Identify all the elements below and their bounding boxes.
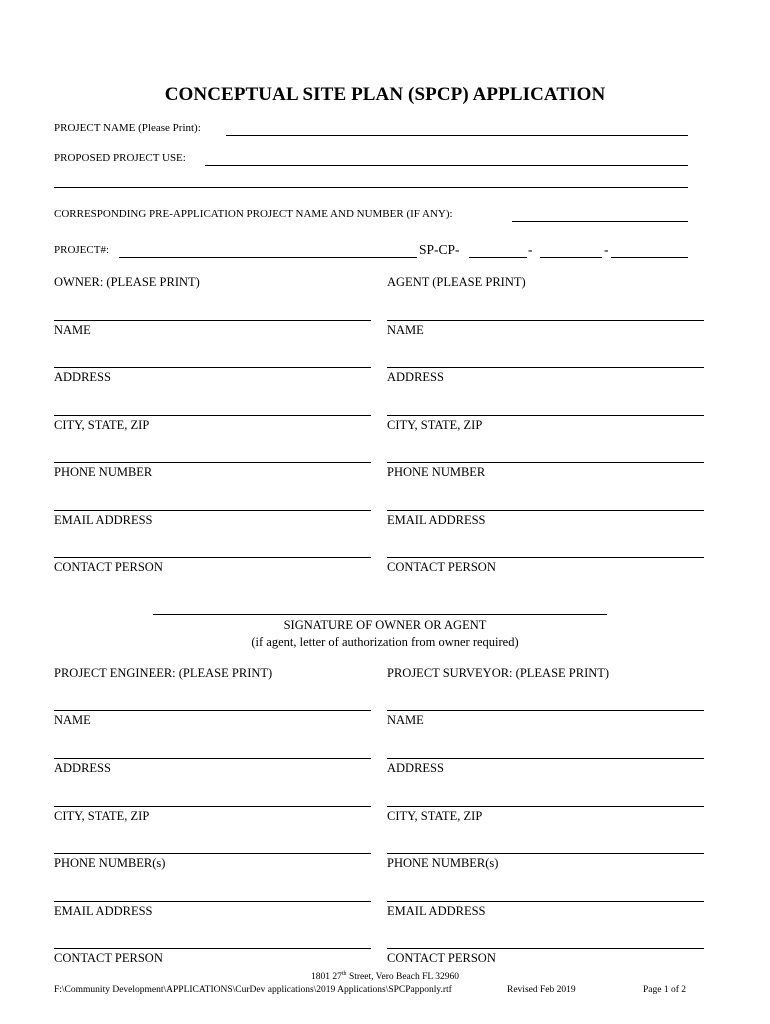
footer-address-pre: 1801 27 [311, 972, 342, 983]
signature-note: (if agent, letter of authorization from owner required) [251, 635, 519, 649]
owner-name-label: NAME [54, 323, 91, 337]
signature-label: SIGNATURE OF OWNER OR AGENT [283, 618, 487, 632]
agent-name-label: NAME [387, 323, 424, 337]
owner-heading: OWNER: (PLEASE PRINT) [54, 275, 200, 289]
engineer-city-label: CITY, STATE, ZIP [54, 809, 150, 823]
owner-email-label: EMAIL ADDRESS [54, 513, 153, 527]
surveyor-contact-field[interactable] [387, 948, 704, 949]
sp-cp-prefix: SP-CP- [419, 242, 460, 257]
surveyor-email-label: EMAIL ADDRESS [387, 904, 486, 918]
engineer-email-field[interactable] [54, 901, 371, 902]
engineer-name-field[interactable] [54, 710, 371, 711]
agent-phone-field[interactable] [387, 462, 704, 463]
signature-field[interactable] [153, 614, 607, 615]
surveyor-name-field[interactable] [387, 710, 704, 711]
surveyor-phone-field[interactable] [387, 853, 704, 854]
owner-address-label: ADDRESS [54, 370, 111, 384]
engineer-phone-field[interactable] [54, 853, 371, 854]
proposed-use-field-line2[interactable] [54, 187, 688, 188]
agent-address-field[interactable] [387, 367, 704, 368]
engineer-address-field[interactable] [54, 758, 371, 759]
footer-address [0, 971, 770, 982]
owner-phone-field[interactable] [54, 462, 371, 463]
agent-name-field[interactable] [387, 320, 704, 321]
owner-phone-label: PHONE NUMBER [54, 465, 153, 479]
owner-contact-field[interactable] [54, 557, 371, 558]
owner-address-field[interactable] [54, 367, 371, 368]
agent-email-field[interactable] [387, 510, 704, 511]
project-name-field[interactable] [226, 135, 688, 136]
engineer-city-field[interactable] [54, 806, 371, 807]
sp-cp-dash-1: - [528, 242, 533, 257]
surveyor-city-label: CITY, STATE, ZIP [387, 809, 483, 823]
footer-address-sup: th [341, 971, 347, 977]
engineer-phone-label: PHONE NUMBER(s) [54, 856, 166, 870]
sp-cp-field-1[interactable] [469, 257, 527, 258]
agent-address-label: ADDRESS [387, 370, 444, 384]
owner-name-field[interactable] [54, 320, 371, 321]
project-name-label: PROJECT NAME (Please Print): [54, 122, 201, 134]
surveyor-email-field[interactable] [387, 901, 704, 902]
owner-city-field[interactable] [54, 415, 371, 416]
project-number-field[interactable] [119, 257, 417, 258]
footer-file-path: F:\Community Development\APPLICATIONS\CurDev applications\2019 Applications\SPCPapponly.rtf [54, 985, 452, 995]
pre-application-label: CORRESPONDING PRE-APPLICATION PROJECT NAME AND NUMBER (IF ANY): [54, 208, 453, 220]
sp-cp-dash-2: - [604, 242, 609, 257]
owner-email-field[interactable] [54, 510, 371, 511]
agent-city-field[interactable] [387, 415, 704, 416]
agent-contact-field[interactable] [387, 557, 704, 558]
agent-phone-label: PHONE NUMBER [387, 465, 486, 479]
owner-city-label: CITY, STATE, ZIP [54, 418, 150, 432]
page-title: CONCEPTUAL SITE PLAN (SPCP) APPLICATION [164, 84, 606, 105]
agent-heading: AGENT (PLEASE PRINT) [387, 275, 526, 289]
surveyor-contact-label: CONTACT PERSON [387, 951, 496, 965]
pre-application-field[interactable] [512, 221, 688, 222]
sp-cp-field-3[interactable] [611, 257, 688, 258]
surveyor-name-label: NAME [387, 713, 424, 727]
agent-email-label: EMAIL ADDRESS [387, 513, 486, 527]
surveyor-city-field[interactable] [387, 806, 704, 807]
engineer-email-label: EMAIL ADDRESS [54, 904, 153, 918]
proposed-use-field[interactable] [205, 165, 688, 166]
engineer-address-label: ADDRESS [54, 761, 111, 775]
engineer-contact-field[interactable] [54, 948, 371, 949]
surveyor-heading: PROJECT SURVEYOR: (PLEASE PRINT) [387, 666, 610, 680]
surveyor-address-field[interactable] [387, 758, 704, 759]
proposed-use-label: PROPOSED PROJECT USE: [54, 152, 186, 164]
footer-revised: Revised Feb 2019 [507, 985, 576, 995]
engineer-name-label: NAME [54, 713, 91, 727]
agent-contact-label: CONTACT PERSON [387, 560, 496, 574]
surveyor-address-label: ADDRESS [387, 761, 444, 775]
footer-page-number: Page 1 of 2 [643, 985, 687, 995]
footer-address-post: Street, Vero Beach FL 32960 [346, 972, 459, 983]
engineer-contact-label: CONTACT PERSON [54, 951, 163, 965]
agent-city-label: CITY, STATE, ZIP [387, 418, 483, 432]
owner-contact-label: CONTACT PERSON [54, 560, 163, 574]
engineer-heading: PROJECT ENGINEER: (PLEASE PRINT) [54, 666, 273, 680]
project-number-label: PROJECT#: [54, 244, 110, 256]
sp-cp-field-2[interactable] [540, 257, 602, 258]
surveyor-phone-label: PHONE NUMBER(s) [387, 856, 499, 870]
